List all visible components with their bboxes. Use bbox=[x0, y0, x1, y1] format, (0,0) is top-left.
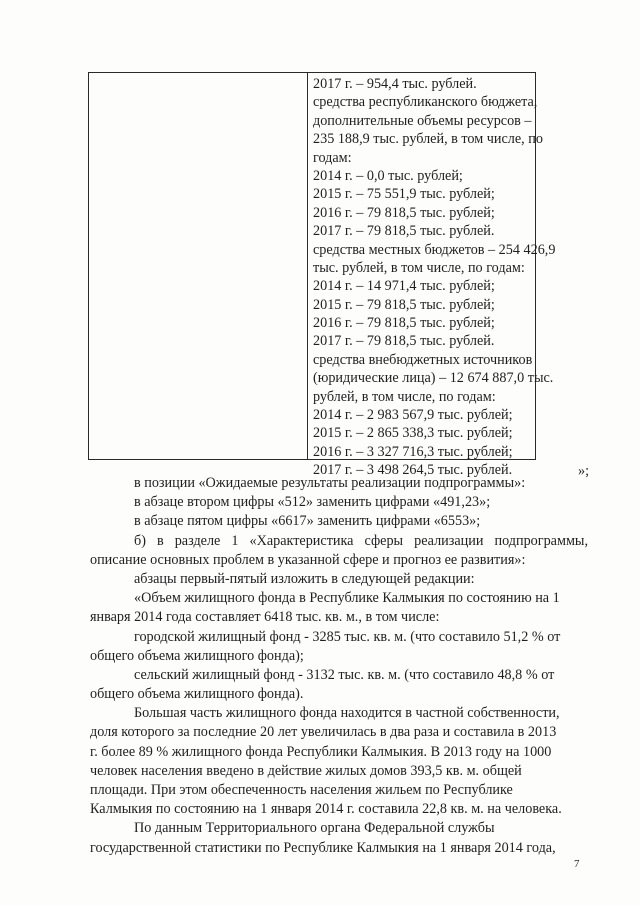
table-line: 2017 г. – 954,4 тыс. рублей. bbox=[313, 76, 477, 92]
table-line: 2017 г. – 3 498 264,5 тыс. рублей. bbox=[313, 462, 513, 479]
table-line: средства внебюджетных источников bbox=[313, 351, 533, 368]
text-line: сельский жилищный фонд - 3132 тыс. кв. м. (что составило 48,8 % от bbox=[134, 666, 555, 683]
table-line: 2016 г. – 3 327 716,3 тыс. рублей; bbox=[313, 443, 513, 460]
text-line: государственной статистики по Республике Калмыкия на 1 января 2014 года, bbox=[90, 839, 556, 856]
text-line: Калмыкия по состоянию на 1 января 2014 г. составила 22,8 кв. м. на человека. bbox=[90, 801, 562, 818]
table-line: годам: bbox=[313, 149, 352, 166]
table-right-cell bbox=[313, 75, 556, 480]
text-line: городской жилищный фонд - 3285 тыс. кв. м. (что составило 51,2 % от bbox=[134, 628, 561, 645]
table-line: 2016 г. – 79 818,5 тыс. рублей; bbox=[313, 315, 495, 332]
table-line: 2015 г. – 2 865 338,3 тыс. рублей; bbox=[313, 425, 513, 442]
table-line: 2015 г. – 79 818,5 тыс. рублей; bbox=[313, 296, 495, 313]
text-line: «Объем жилищного фонда в Республике Калмыкия по состоянию на 1 bbox=[134, 590, 560, 607]
text-line: абзацы первый-пятый изложить в следующей редакции: bbox=[134, 570, 475, 587]
text-line: По данным Территориального органа Федеральной службы bbox=[134, 820, 495, 837]
table-line: 2014 г. – 2 983 567,9 тыс. рублей; bbox=[313, 407, 513, 424]
closing-quote-mark: »; bbox=[578, 463, 590, 479]
table-left-cell bbox=[89, 73, 307, 459]
table-line: 2017 г. – 79 818,5 тыс. рублей. bbox=[313, 223, 495, 240]
table-line: (юридические лица) – 12 674 887,0 тыс. bbox=[313, 370, 554, 387]
text-line: в абзаце втором цифры «512» заменить цифрами «491,23»; bbox=[134, 494, 491, 511]
text-line: доля которого за последние 20 лет увеличилась в два раза и составила в 2013 bbox=[90, 724, 557, 741]
table-line: 2015 г. – 75 551,9 тыс. рублей; bbox=[313, 186, 495, 203]
text-line: б) в разделе 1 «Характеристика сферы реализации подпрограммы, bbox=[134, 532, 588, 549]
text-line: описание основных проблем в указанной сфере и прогноз ее развития»: bbox=[90, 551, 526, 568]
page-number: 7 bbox=[574, 858, 580, 870]
text-line: г. более 89 % жилищного фонда Республики Калмыкия. В 2013 году на 1000 bbox=[90, 743, 552, 760]
table-line: 2016 г. – 79 818,5 тыс. рублей; bbox=[313, 204, 495, 221]
text-line: Большая часть жилищного фонда находится в частной собственности, bbox=[134, 705, 560, 722]
text-line: человек населения введено в действие жилых домов 393,5 кв. м. общей bbox=[90, 762, 522, 779]
text-line: площади. При этом обеспеченность населения жильем по Республике bbox=[90, 782, 513, 798]
table-line: дополнительные объемы ресурсов – bbox=[313, 112, 532, 129]
text-line: января 2014 года составляет 6418 тыс. кв. м., в том числе: bbox=[90, 609, 440, 626]
text-line: общего объема жилищного фонда); bbox=[90, 647, 304, 664]
table-line: 2014 г. – 0,0 тыс. рублей; bbox=[313, 167, 463, 184]
table-line: 235 188,9 тыс. рублей, в том числе, по bbox=[313, 131, 543, 148]
table-column-divider bbox=[307, 73, 308, 459]
text-line: в позиции «Ожидаемые результаты реализации подпрограммы»: bbox=[134, 475, 526, 491]
table-line: рублей, в том числе, по годам: bbox=[313, 388, 496, 405]
text-line: общего объема жилищного фонда). bbox=[90, 686, 304, 703]
table-line: средства республиканского бюджета, bbox=[313, 94, 538, 111]
table-line: 2017 г. – 79 818,5 тыс. рублей. bbox=[313, 333, 495, 350]
text-line: в абзаце пятом цифры «6617» заменить цифрами «6553»; bbox=[134, 513, 481, 530]
document-body bbox=[90, 474, 588, 858]
table-line: 2014 г. – 14 971,4 тыс. рублей; bbox=[313, 278, 495, 295]
program-table bbox=[88, 72, 556, 479]
table-line: тыс. рублей, в том числе, по годам: bbox=[313, 259, 525, 276]
table-line: средства местных бюджетов – 254 426,9 bbox=[313, 241, 556, 258]
